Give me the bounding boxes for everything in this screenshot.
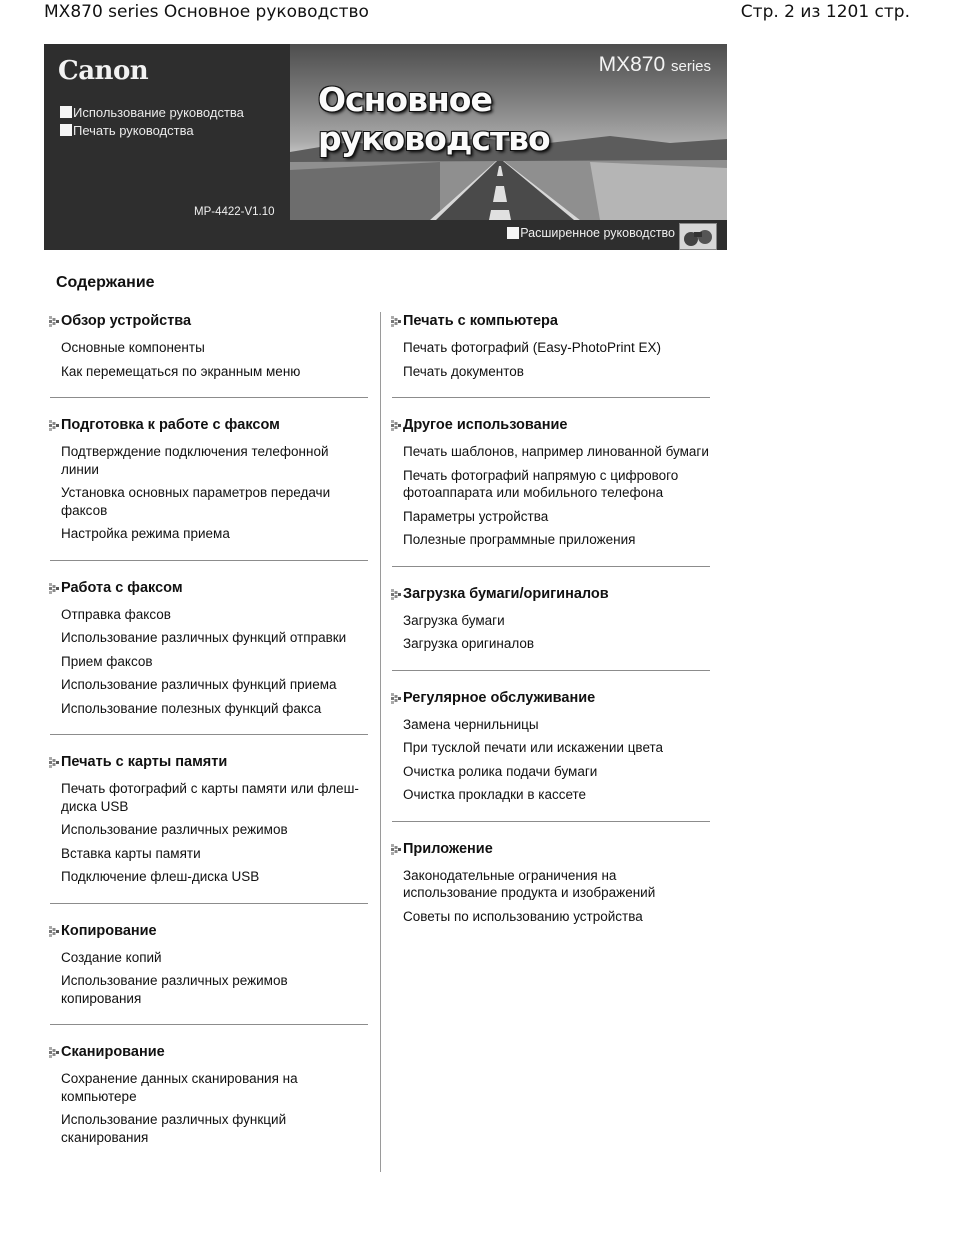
arrow-right-icon (391, 693, 401, 704)
advanced-guide-label: Расширенное руководство (520, 226, 675, 240)
toc-section-title: Копирование (61, 922, 157, 939)
toc-section-title: Подготовка к работе с факсом (61, 417, 280, 433)
page-counter: Стр. 2 из 1201 стр. (740, 2, 910, 22)
toc-section (50, 579, 368, 718)
arrow-right-icon (49, 583, 59, 594)
toc-link[interactable]: Использование различных функций отправки (61, 630, 347, 645)
toc-link-list (392, 443, 710, 549)
toc-link[interactable]: Основные компоненты (61, 340, 205, 355)
contents-right-column (392, 312, 710, 931)
toc-section (50, 312, 368, 380)
toc-section-heading[interactable] (392, 840, 710, 858)
toc-section (50, 922, 368, 1008)
toc-section-title: Сканирование (61, 1044, 165, 1060)
manual-version: MP-4422-V1.10 (194, 206, 275, 218)
toc-section (392, 840, 710, 926)
arrow-right-icon (391, 589, 401, 600)
arrow-right-icon (391, 316, 401, 327)
toc-section (392, 585, 710, 653)
series-model: MX870 (598, 53, 666, 76)
toc-section-title: Приложение (403, 840, 493, 857)
white-square-icon (507, 227, 519, 239)
toc-link-list (50, 1070, 368, 1146)
arrow-right-icon (49, 757, 59, 768)
canon-logo: Canon (58, 56, 149, 86)
arrow-right-icon (49, 420, 59, 431)
section-separator (50, 560, 368, 561)
toc-link-list (392, 612, 710, 653)
arrow-right-icon (391, 844, 401, 855)
advanced-guide-link[interactable] (507, 226, 675, 240)
arrow-right-icon (391, 420, 401, 431)
section-separator (50, 397, 368, 398)
section-separator (392, 566, 710, 567)
toc-section-title: Другое использование (403, 417, 568, 433)
section-separator (392, 397, 710, 398)
banner-left-panel (44, 44, 290, 250)
toc-link[interactable]: Очистка ролика подачи бумаги (403, 763, 598, 779)
document-title: MX870 series Основное руководство (44, 2, 369, 22)
toc-link-list (50, 339, 368, 380)
section-separator (392, 670, 710, 671)
toc-link-list (392, 867, 710, 926)
toc-section (392, 416, 710, 549)
toc-section (392, 689, 710, 804)
toc-link[interactable]: Использование различных режимов копирования (61, 973, 288, 1006)
page-header (0, 0, 954, 28)
toc-link[interactable]: Установка основных параметров передачи факсов (61, 485, 331, 518)
section-separator (392, 821, 710, 822)
toc-link-list (50, 780, 368, 886)
toc-section (50, 1043, 368, 1146)
toc-section (50, 753, 368, 886)
toc-section-heading[interactable] (392, 416, 710, 434)
toc-link-list (50, 606, 368, 718)
using-manual-link[interactable] (60, 103, 244, 121)
toc-section-heading[interactable] (50, 312, 368, 330)
toc-section-heading[interactable] (392, 585, 710, 603)
toc-link[interactable]: Печать фотографий напрямую с цифрового фотоаппарата или мобильного телефона (403, 467, 679, 500)
toc-section-title: Печать с компьютера (403, 313, 558, 329)
toc-section-title: Печать с карты памяти (61, 754, 228, 770)
toc-link[interactable]: Законодательные ограничения на использование продукта и изображений (403, 867, 656, 900)
toc-section-heading[interactable] (392, 312, 710, 330)
toc-section-title: Работа с факсом (61, 579, 183, 596)
contents-heading: Содержание (56, 274, 155, 291)
toc-section-heading[interactable] (50, 922, 368, 940)
toc-link[interactable]: Советы по использованию устройства (403, 908, 643, 924)
toc-section-title: Загрузка бумаги/оригиналов (403, 585, 609, 602)
manual-banner (44, 44, 727, 250)
toc-link[interactable]: Параметры устройства (403, 508, 549, 524)
toc-link[interactable]: Вставка карты памяти (61, 845, 201, 861)
toc-section-title: Обзор устройства (61, 313, 192, 329)
toc-section-heading[interactable] (50, 1043, 368, 1061)
binoculars-icon[interactable] (679, 223, 717, 250)
print-manual-link[interactable] (60, 121, 244, 139)
white-square-icon (60, 124, 72, 136)
toc-link[interactable]: Печать шаблонов, например линованной бумаги (403, 444, 709, 459)
toc-link-list (392, 716, 710, 804)
toc-link-list (50, 949, 368, 1008)
toc-link[interactable]: Печать документов (403, 363, 524, 379)
toc-link-list (392, 339, 710, 380)
toc-link[interactable]: Полезные программные приложения (403, 532, 636, 547)
toc-section-heading[interactable] (50, 753, 368, 771)
toc-link[interactable]: Прием факсов (61, 653, 153, 669)
section-separator (50, 734, 368, 735)
toc-link[interactable]: Загрузка бумаги (403, 612, 505, 628)
toc-link[interactable]: Отправка факсов (61, 606, 171, 622)
toc-link[interactable]: При тусклой печати или искажении цвета (403, 740, 664, 755)
banner-title: Основное руководство (318, 80, 550, 158)
toc-link[interactable]: Печать фотографий (Easy-PhotoPrint EX) (403, 340, 662, 355)
series-label (599, 53, 711, 77)
banner-links (60, 103, 244, 139)
road-landscape-image (290, 44, 727, 220)
toc-link[interactable]: Как перемещаться по экранным меню (61, 363, 301, 379)
series-word: series (670, 58, 711, 75)
arrow-right-icon (49, 1047, 59, 1058)
section-separator (50, 1024, 368, 1025)
toc-link[interactable]: Подключение флеш-диска USB (61, 869, 260, 884)
toc-link[interactable]: Сохранение данных сканирования на компьютере (61, 1071, 298, 1104)
toc-link[interactable]: Использование различных функций приема (61, 677, 337, 692)
section-separator (50, 903, 368, 904)
contents-left-column (50, 312, 368, 1152)
column-divider (380, 312, 381, 1172)
banner-bottom-bar (290, 220, 727, 250)
toc-section (392, 312, 710, 380)
using-manual-label: Использование руководства (73, 104, 244, 120)
toc-link[interactable]: Печать фотографий с карты памяти или флеш-диска USB (61, 781, 359, 814)
toc-link[interactable]: Использование различных режимов (61, 822, 288, 837)
arrow-right-icon (49, 926, 59, 937)
toc-section (50, 416, 368, 543)
toc-link[interactable]: Замена чернильницы (403, 716, 539, 732)
white-square-icon (60, 106, 72, 118)
toc-link[interactable]: Использование полезных функций факса (61, 700, 322, 716)
toc-section-title: Регулярное обслуживание (403, 689, 596, 706)
toc-link[interactable]: Создание копий (61, 949, 162, 965)
print-manual-label: Печать руководства (73, 122, 194, 138)
toc-section-heading[interactable] (50, 416, 368, 434)
toc-link[interactable]: Настройка режима приема (61, 526, 230, 541)
toc-link[interactable]: Очистка прокладки в кассете (403, 787, 587, 802)
arrow-right-icon (49, 316, 59, 327)
toc-link[interactable]: Загрузка оригиналов (403, 636, 535, 651)
toc-link[interactable]: Использование различных функций сканирования (61, 1112, 287, 1145)
toc-section-heading[interactable] (50, 579, 368, 597)
toc-link-list (50, 443, 368, 543)
toc-section-heading[interactable] (392, 689, 710, 707)
toc-link[interactable]: Подтверждение подключения телефонной линии (61, 444, 329, 477)
